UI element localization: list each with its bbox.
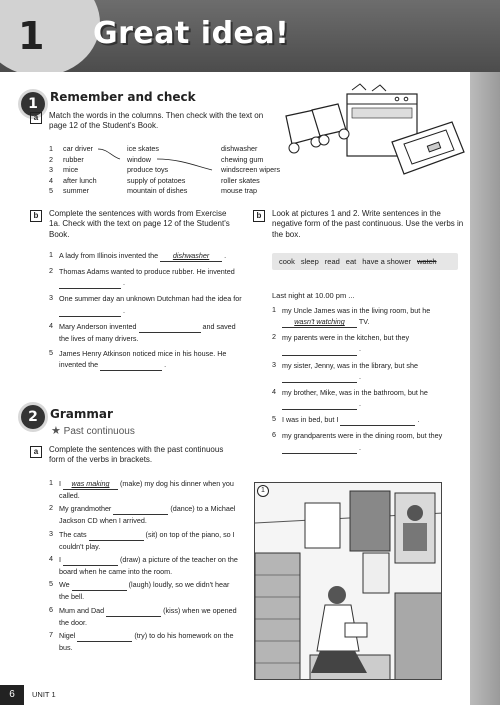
exercise-2a-instruction: Complete the sentences with the past continuous form of the verbs in brackets. — [49, 445, 224, 465]
item-post-text: . — [357, 399, 361, 409]
matching-word-col2: mountain of dishes — [127, 186, 188, 195]
item-text — [59, 266, 244, 289]
answer-blank[interactable] — [72, 579, 127, 591]
answer-blank[interactable] — [282, 343, 357, 355]
matching-word-col3: chewing gum — [221, 154, 264, 164]
item-text — [59, 605, 239, 628]
exercise-1b-letter: b — [30, 210, 42, 222]
matching-word-col3: mouse trap — [221, 186, 257, 195]
item-number: 3 — [49, 528, 53, 538]
exercise-item — [49, 630, 239, 653]
exercise-2b-letter: b — [253, 210, 265, 222]
answer-blank[interactable] — [113, 503, 168, 515]
answer-blank[interactable] — [77, 630, 132, 642]
answer-blank[interactable]: wasn't watching — [282, 316, 357, 328]
answer-blank[interactable] — [59, 277, 121, 289]
verb-option: read — [324, 257, 340, 266]
exercise-2b-lead: Last night at 10.00 pm ... — [272, 291, 355, 300]
item-text — [59, 250, 226, 262]
section-2-badge: 2 — [21, 405, 45, 429]
answer-blank[interactable]: dishwasher — [160, 250, 222, 262]
item-post-text: (try) to do his homework on the bus. — [59, 630, 234, 653]
exercise-item — [49, 605, 239, 628]
item-post-text: . — [357, 371, 361, 381]
item-post-text: . — [121, 305, 125, 315]
verb-box — [272, 253, 458, 270]
item-number: 7 — [49, 629, 53, 639]
verb-option: watch — [417, 257, 437, 266]
exercise-2b-instruction: Look at pictures 1 and 2. Write sentences in the negative form of the past continuous. Use the verbs in the box. — [272, 209, 464, 239]
section-1-title: Remember and check — [50, 90, 196, 104]
item-pre-text: my brother, Mike, was in the bathroom, but he — [282, 387, 428, 397]
exercise-item — [272, 332, 460, 355]
picture-number-badge: 1 — [257, 485, 269, 497]
item-number: 1 — [49, 250, 53, 259]
exercise-item — [49, 529, 239, 552]
inventions-illustration — [282, 82, 467, 192]
exercise-item — [49, 293, 244, 316]
verb-option: eat — [345, 257, 357, 266]
matching-word-col2: supply of potatoes — [127, 175, 186, 185]
exercise-item — [272, 360, 460, 383]
item-post-text: . — [162, 360, 167, 370]
answer-blank[interactable] — [89, 529, 144, 541]
item-pre-text: We — [59, 580, 72, 590]
item-number: 1 — [272, 305, 276, 314]
item-pre-text: James Henry Atkinson noticed mice in his house. He invented the — [59, 349, 227, 370]
exercise-item — [49, 554, 239, 577]
footer-unit-label: UNIT 1 — [32, 690, 56, 699]
star-icon: ★ — [51, 425, 61, 437]
item-post-text: (make) my dog his dinner when you called. — [59, 479, 234, 501]
section-2-title: Grammar — [50, 407, 113, 421]
matching-number: 3 — [49, 165, 53, 174]
matching-word-col1: summer — [63, 186, 89, 195]
item-number: 2 — [49, 266, 53, 276]
matching-word-col2: produce toys — [127, 165, 169, 174]
answer-blank[interactable] — [340, 414, 415, 426]
item-pre-text: Mary Anderson invented — [59, 321, 139, 331]
item-pre-text: my parents were in the kitchen, but they — [282, 333, 410, 343]
matching-number: 2 — [49, 154, 53, 164]
matching-word-col1: rubber — [63, 154, 84, 164]
matching-number: 4 — [49, 175, 53, 185]
answer-blank[interactable] — [106, 605, 161, 617]
matching-number: 5 — [49, 186, 53, 195]
matching-word-col1: mice — [63, 165, 79, 174]
exercise-1b-instruction: Complete the sentences with words from Exercise 1a. Check with the text on page 12 of the Student's Book. — [49, 209, 230, 239]
item-number: 6 — [49, 604, 53, 614]
exercise-item — [272, 387, 460, 410]
answer-blank[interactable] — [63, 554, 118, 566]
matching-word-col2: ice skates — [127, 144, 159, 153]
item-post-text: . — [415, 415, 420, 425]
answer-blank[interactable] — [100, 359, 162, 371]
verb-option: sleep — [300, 257, 319, 266]
item-pre-text: my Uncle James was in the living room, but he — [282, 306, 431, 315]
item-number: 2 — [272, 332, 276, 342]
answer-blank[interactable] — [139, 321, 201, 333]
item-text — [59, 529, 239, 552]
matching-number: 1 — [49, 144, 53, 153]
item-text — [59, 478, 239, 501]
picture-1 — [254, 482, 442, 680]
item-post-text: (laugh) loudly, so we didn't hear the bell. — [59, 580, 230, 602]
item-post-text: . — [357, 442, 361, 452]
answer-blank[interactable] — [282, 371, 357, 383]
item-number: 4 — [272, 386, 276, 396]
matching-word-col2: window — [127, 154, 151, 164]
item-pre-text: my grandparents were in the dining room, but they — [282, 431, 443, 441]
answer-blank[interactable] — [282, 442, 357, 454]
item-pre-text: A lady from Illinois invented the — [59, 251, 161, 260]
match-line-1 — [98, 149, 120, 159]
item-post-text: TV. — [357, 317, 370, 327]
item-post-text: . — [121, 278, 125, 288]
item-number: 4 — [49, 320, 53, 330]
exercise-item — [49, 266, 244, 289]
matching-word-col1: after lunch — [63, 175, 97, 185]
item-number: 3 — [272, 359, 276, 369]
house-scene-illustration — [255, 483, 442, 680]
item-post-text: and saved the lives of many drivers. — [59, 321, 236, 343]
item-pre-text: One summer day an unknown Dutchman had the idea for — [59, 294, 242, 304]
item-number: 4 — [49, 553, 53, 563]
item-text — [59, 630, 239, 653]
item-pre-text: I — [59, 479, 63, 488]
item-post-text: . — [357, 344, 361, 354]
exercise-item — [272, 430, 460, 453]
verb-option: cook — [279, 257, 295, 266]
exercise-item — [49, 321, 244, 344]
item-number: 5 — [272, 414, 276, 424]
unit-number: 1 — [18, 14, 45, 58]
item-text — [59, 554, 239, 577]
answer-blank[interactable]: was making — [63, 478, 118, 490]
item-post-text: . — [222, 251, 227, 260]
matching-word-col1: car driver — [63, 144, 93, 153]
exercise-1a-letter: a — [30, 112, 42, 124]
item-number: 1 — [49, 478, 53, 487]
item-pre-text: Nigel — [59, 630, 78, 640]
item-text — [282, 430, 460, 453]
exercise-2a-letter: a — [30, 446, 42, 458]
item-post-text: (dance) to a Michael Jackson CD when I arrived. — [59, 504, 236, 526]
item-pre-text: Mum and Dad — [59, 605, 107, 615]
item-post-text: (draw) a picture of the teacher on the board when he came into the room. — [59, 554, 238, 577]
exercise-item — [272, 305, 460, 328]
matching-word-col3: dishwasher — [221, 144, 258, 153]
exercise-item — [49, 348, 244, 371]
exercise-item — [49, 579, 239, 602]
exercise-item — [49, 503, 239, 526]
item-number: 3 — [49, 293, 53, 303]
exercise-2a-items — [49, 478, 239, 655]
item-number: 5 — [49, 579, 53, 589]
item-pre-text: I was in bed, but I — [282, 415, 341, 425]
page-number: 6 — [0, 685, 24, 705]
item-text — [282, 414, 419, 426]
item-text — [59, 503, 239, 526]
item-pre-text: I — [59, 554, 63, 564]
grammar-subtitle: ★ Past continuous — [51, 425, 135, 437]
item-pre-text: My grandmother — [59, 504, 114, 514]
exercise-2b-items — [272, 305, 460, 458]
exercise-1b-items — [49, 250, 244, 375]
item-post-text: (kiss) when we opened the door. — [59, 605, 237, 627]
exercise-item — [49, 478, 239, 501]
exercise-1a-instruction: Match the words in the columns. Then check with the text on page 12 of the Student's Book. — [49, 111, 264, 131]
matching-word-col3: windscreen wipers — [221, 165, 281, 174]
item-text — [59, 348, 244, 371]
answer-blank[interactable] — [282, 398, 357, 410]
item-text — [59, 293, 244, 316]
item-text — [59, 321, 244, 344]
item-text — [282, 332, 460, 355]
item-pre-text: Thomas Adams wanted to produce rubber. He invented — [59, 267, 235, 277]
item-number: 2 — [49, 503, 53, 513]
item-number: 6 — [272, 430, 276, 440]
item-pre-text: The cats — [59, 529, 89, 539]
item-post-text: (sit) on top of the piano, so I couldn't play. — [59, 529, 235, 551]
item-pre-text: my sister, Jenny, was in the library, but she — [282, 360, 418, 370]
match-line-2 — [157, 159, 212, 170]
answer-blank[interactable] — [59, 305, 121, 317]
item-text — [282, 305, 460, 328]
matching-word-col3: roller skates — [221, 175, 260, 185]
item-number: 5 — [49, 348, 53, 358]
verb-option: have a shower — [362, 257, 412, 266]
item-text — [59, 579, 239, 602]
exercise-item — [272, 414, 460, 426]
exercise-item — [49, 250, 244, 262]
section-1-badge: 1 — [21, 92, 45, 116]
roller-skates-illustration — [286, 104, 349, 153]
item-text — [282, 387, 460, 410]
item-text — [282, 360, 460, 383]
unit-title: Great idea! — [93, 16, 290, 51]
